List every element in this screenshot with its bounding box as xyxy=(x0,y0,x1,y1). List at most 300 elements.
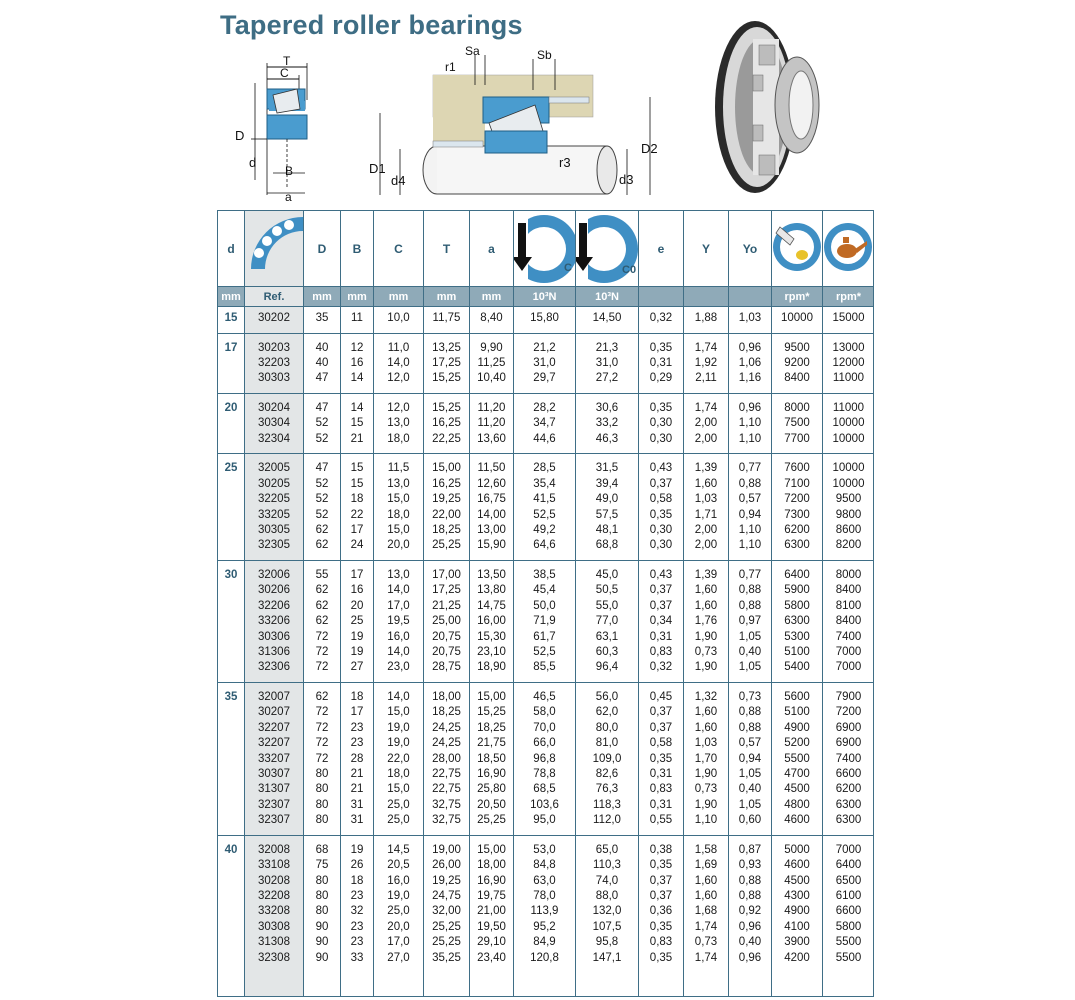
table-cell: 1,60 xyxy=(694,584,718,597)
table-cell: 72 xyxy=(315,630,329,643)
table-cell: 15000 xyxy=(832,312,865,324)
table-cell: 12000 xyxy=(832,357,865,369)
table-cell: 23,40 xyxy=(477,951,506,964)
oil-lubrication-icon xyxy=(823,213,874,284)
table-cell: 61,7 xyxy=(533,630,556,643)
label-r3: r3 xyxy=(559,155,571,170)
table-cell: 62 xyxy=(315,524,329,536)
table-cell: 1,05 xyxy=(738,798,762,811)
group-separator xyxy=(218,393,873,394)
table-cell: 13,60 xyxy=(477,432,506,445)
table-cell: 6300 xyxy=(835,798,862,811)
table-cell: 13,80 xyxy=(477,584,506,597)
table-cell: 32 xyxy=(350,905,364,918)
table-cell: 14,50 xyxy=(592,312,622,324)
table-cell: 32006 xyxy=(258,569,290,581)
table-cell: 18,00 xyxy=(477,859,506,872)
table-cell: 80 xyxy=(315,905,329,918)
table-cell: 68 xyxy=(315,843,329,856)
table-cell: 32203 xyxy=(258,357,290,369)
table-cell: 33205 xyxy=(258,508,290,521)
table-cell: 8200 xyxy=(835,539,862,552)
table-cell: 19,0 xyxy=(387,890,410,902)
table-cell: 25,25 xyxy=(432,936,461,949)
table-cell: 14 xyxy=(350,402,364,414)
table-cell: 52,5 xyxy=(533,508,556,521)
table-cell: 7700 xyxy=(784,432,810,445)
table-cell: 25,25 xyxy=(432,920,461,933)
table-cell: 52 xyxy=(315,432,329,445)
table-cell: 25,25 xyxy=(477,814,506,827)
table-cell: 0,57 xyxy=(738,493,762,506)
table-cell: 30204 xyxy=(258,402,290,414)
table-cell: 12,0 xyxy=(387,402,410,414)
table-cell: 0,96 xyxy=(738,920,762,933)
table-cell: 0,37 xyxy=(649,706,673,719)
table-cell: 0,88 xyxy=(738,477,762,490)
header-T: T xyxy=(442,241,451,256)
table-cell: 13,50 xyxy=(477,569,506,581)
label-D1: D1 xyxy=(369,161,386,176)
table-cell: 2,00 xyxy=(694,539,718,552)
table-cell: 8400 xyxy=(835,615,862,628)
table-cell: 13,0 xyxy=(387,569,410,581)
table-cell: 0,30 xyxy=(649,539,673,552)
table-cell: 14,5 xyxy=(387,843,410,856)
table-cell: 15 xyxy=(350,477,364,490)
table-cell: 20,5 xyxy=(387,859,410,872)
table-cell: 2,11 xyxy=(695,372,717,385)
table-cell: 18,90 xyxy=(477,661,506,674)
table-cell: 52,5 xyxy=(533,646,556,658)
table-cell: 8600 xyxy=(835,524,862,536)
table-cell: 72 xyxy=(315,646,329,658)
table-cell: 40 xyxy=(315,357,329,369)
table-cell: 11,75 xyxy=(432,312,461,324)
table-cell: 1,39 xyxy=(694,569,718,581)
table-cell: 8000 xyxy=(784,402,810,414)
table-cell: 22,0 xyxy=(387,752,410,765)
table-cell: 1,74 xyxy=(694,951,718,964)
table-cell: 17 xyxy=(350,524,364,536)
table-cell: 0,97 xyxy=(738,615,762,628)
table-cell: 52 xyxy=(315,477,329,490)
table-cell: 33207 xyxy=(258,752,290,765)
table-cell: 23 xyxy=(350,721,364,734)
table-cell: 32208 xyxy=(258,890,290,902)
table-cell: 21 xyxy=(350,432,364,445)
table-cell: 17,25 xyxy=(432,357,461,369)
table-cell: 62 xyxy=(315,691,329,703)
table-cell: 15,80 xyxy=(530,312,559,324)
table-cell: 14,0 xyxy=(387,584,410,597)
table-cell: 75 xyxy=(315,859,329,872)
table-cell: 80 xyxy=(315,798,329,811)
table-cell: 0,37 xyxy=(649,721,673,734)
table-cell: 10000 xyxy=(832,417,865,430)
table-cell: 30206 xyxy=(258,584,290,597)
table-cell: 0,83 xyxy=(649,646,673,658)
table-cell: 41,5 xyxy=(533,493,556,506)
table-cell: 18 xyxy=(350,691,364,703)
table-cell: 0,96 xyxy=(738,402,762,414)
table-cell: 1,10 xyxy=(738,539,762,552)
table-cell: 90 xyxy=(315,951,329,964)
table-cell: 6600 xyxy=(835,905,862,918)
table-cell: 0,77 xyxy=(738,462,762,475)
table-cell: 23 xyxy=(350,936,364,949)
table-cell: 147,1 xyxy=(592,951,622,964)
c0-icon-label: C0 xyxy=(622,264,637,276)
unit-D: mm xyxy=(312,290,332,303)
table-cell: 17 xyxy=(350,706,364,719)
group-separator xyxy=(218,835,873,836)
table-cell: 0,35 xyxy=(649,859,673,872)
table-cell: 1,06 xyxy=(738,357,762,369)
table-cell: 30306 xyxy=(258,630,290,643)
table-cell: 16,0 xyxy=(387,630,410,643)
table-cell: 31 xyxy=(350,798,364,811)
table-cell: 1,32 xyxy=(694,691,718,703)
table-cell: 21,75 xyxy=(477,737,506,750)
unit-c0: 10³N xyxy=(595,290,619,303)
table-cell: 29,10 xyxy=(477,936,506,949)
label-T: T xyxy=(283,55,291,68)
table-cell: 57,5 xyxy=(595,508,619,521)
table-cell: 81,0 xyxy=(595,737,619,750)
table-cell: 10,0 xyxy=(387,312,410,324)
table-cell: 11,5 xyxy=(387,462,410,475)
table-cell: 25,80 xyxy=(477,783,506,796)
group-separator xyxy=(218,560,873,561)
table-cell: 19,75 xyxy=(477,890,506,902)
unit-T: mm xyxy=(436,290,457,303)
table-cell: 96,8 xyxy=(533,752,556,765)
table-cell: 52 xyxy=(315,417,329,430)
table-cell: 0,94 xyxy=(738,508,762,521)
table-cell: 1,03 xyxy=(738,312,762,324)
table-cell: 1,88 xyxy=(694,312,718,324)
table-cell: 72 xyxy=(315,752,329,765)
table-cell: 1,16 xyxy=(738,372,762,385)
table-cell: 14,00 xyxy=(477,508,506,521)
table-cell: 6400 xyxy=(835,859,862,872)
table-cell: 27 xyxy=(350,661,364,674)
table-cell: 80,0 xyxy=(595,721,619,734)
unit-c: 10³N xyxy=(532,290,557,303)
table-cell: 9500 xyxy=(784,341,810,354)
table-cell: 32308 xyxy=(258,951,290,964)
table-cell: 0,73 xyxy=(738,691,762,703)
table-cell: 5800 xyxy=(835,920,862,933)
table-cell: 30,6 xyxy=(595,402,619,414)
header-B: B xyxy=(352,241,362,256)
table-cell: 0,31 xyxy=(649,630,673,643)
table-cell: 1,76 xyxy=(694,615,718,628)
table-cell: 11000 xyxy=(832,402,865,414)
table-cell: 5600 xyxy=(784,691,810,703)
table-cell: 49,0 xyxy=(595,493,619,506)
table-cell: 10000 xyxy=(832,477,865,490)
table-cell: 32305 xyxy=(258,539,290,552)
table-cell: 0,38 xyxy=(649,843,673,856)
units-row xyxy=(218,286,873,307)
table-cell: 107,5 xyxy=(592,920,622,933)
table-cell: 6300 xyxy=(784,539,810,552)
table-cell: 6400 xyxy=(784,569,810,581)
table-cell: 14,0 xyxy=(387,691,410,703)
c-icon-label: C xyxy=(564,262,572,274)
table-cell: 21,3 xyxy=(595,341,619,354)
table-cell: 0,32 xyxy=(649,312,673,324)
table-cell: 19,50 xyxy=(477,920,506,933)
table-cell: 0,40 xyxy=(738,646,762,658)
table-cell: 22,25 xyxy=(432,432,461,445)
table-cell: 13000 xyxy=(832,341,865,354)
table-cell: 12,60 xyxy=(477,477,506,490)
label-a: a xyxy=(285,190,292,204)
table-cell: 0,35 xyxy=(649,920,673,933)
table-cell: 1,70 xyxy=(694,752,718,765)
table-cell: 15 xyxy=(350,462,364,475)
table-cell: 10000 xyxy=(832,432,865,445)
table-cell: 1,10 xyxy=(738,524,762,536)
table-cell: 80 xyxy=(315,768,329,780)
table-cell: 112,0 xyxy=(593,814,621,827)
group-separator xyxy=(218,333,873,334)
table-cell: 16,75 xyxy=(477,493,506,506)
table-cell: 65,0 xyxy=(595,843,619,856)
table-cell: 80 xyxy=(315,874,329,887)
table-cell: 80 xyxy=(315,783,329,796)
bore-diameter-cell: 30 xyxy=(224,569,238,581)
table-cell: 1,60 xyxy=(694,890,718,902)
table-cell: 15,0 xyxy=(387,706,410,719)
table-cell: 16 xyxy=(350,357,364,369)
table-cell: 38,5 xyxy=(533,569,556,581)
table-cell: 0,94 xyxy=(738,752,762,765)
table-cell: 16,90 xyxy=(477,874,506,887)
table-cell: 0,40 xyxy=(738,783,762,796)
table-cell: 55,0 xyxy=(595,599,619,612)
table-cell: 96,4 xyxy=(595,661,619,674)
table-cell: 4200 xyxy=(784,951,810,964)
table-cell: 1,03 xyxy=(694,737,718,750)
table-cell: 0,31 xyxy=(649,768,673,780)
table-cell: 32307 xyxy=(258,814,290,827)
table-cell: 35,4 xyxy=(533,477,556,490)
table-cell: 28,00 xyxy=(432,752,461,765)
table-cell: 31,0 xyxy=(595,357,619,369)
label-B: B xyxy=(285,164,294,178)
table-cell: 58,0 xyxy=(533,706,556,719)
table-cell: 1,74 xyxy=(694,402,718,414)
table-cell: 6900 xyxy=(835,737,862,750)
table-cell: 0,31 xyxy=(649,357,673,369)
table-cell: 103,6 xyxy=(530,798,559,811)
table-cell: 44,6 xyxy=(533,432,556,445)
table-cell: 1,60 xyxy=(694,721,718,734)
grease-lubrication-icon xyxy=(772,213,822,284)
table-cell: 14,75 xyxy=(477,599,506,612)
table-cell: 32205 xyxy=(258,493,290,506)
table-cell: 5500 xyxy=(835,951,862,964)
table-cell: 25 xyxy=(350,615,364,628)
table-cell: 1,90 xyxy=(694,661,718,674)
table-cell: 55 xyxy=(315,569,329,581)
table-cell: 0,37 xyxy=(649,874,673,887)
label-D2: D2 xyxy=(641,141,658,156)
table-cell: 11,20 xyxy=(477,417,506,430)
table-cell: 12 xyxy=(350,341,364,354)
table-cell: 0,92 xyxy=(738,905,762,918)
table-cell: 5100 xyxy=(784,706,810,719)
table-cell: 1,74 xyxy=(694,920,718,933)
label-d: d xyxy=(249,155,257,170)
table-cell: 16,25 xyxy=(432,477,461,490)
table-cell: 24 xyxy=(350,539,364,552)
table-cell: 77,0 xyxy=(595,615,619,628)
table-cell: 5900 xyxy=(784,584,810,597)
table-cell: 64,6 xyxy=(533,539,556,552)
table-cell: 46,5 xyxy=(533,691,556,703)
table-cell: 18,0 xyxy=(387,768,410,780)
table-cell: 6200 xyxy=(784,524,810,536)
table-cell: 20,75 xyxy=(432,646,461,658)
table-cell: 1,69 xyxy=(694,859,718,872)
table-cell: 52 xyxy=(315,493,329,506)
table-cell: 4700 xyxy=(784,768,810,780)
table-cell: 68,8 xyxy=(595,539,619,552)
page-title: Tapered roller bearings xyxy=(220,10,523,40)
table-cell: 85,5 xyxy=(533,661,556,674)
table-cell: 22,75 xyxy=(432,768,461,780)
table-cell: 0,60 xyxy=(738,814,762,827)
table-cell: 0,35 xyxy=(649,508,673,521)
table-cell: 76,3 xyxy=(595,783,619,796)
table-cell: 4600 xyxy=(784,859,810,872)
table-cell: 72 xyxy=(315,661,329,674)
table-cell: 0,31 xyxy=(649,798,673,811)
table-cell: 33 xyxy=(350,951,364,964)
table-cell: 14,0 xyxy=(387,357,410,369)
bearing-dimension-diagram xyxy=(225,55,335,205)
table-cell: 1,10 xyxy=(738,432,762,445)
table-cell: 39,4 xyxy=(595,477,619,490)
table-cell: 72 xyxy=(315,706,329,719)
table-cell: 7000 xyxy=(835,843,862,856)
label-C: C xyxy=(280,66,289,80)
table-cell: 27,2 xyxy=(595,372,619,385)
table-cell: 0,35 xyxy=(649,951,673,964)
table-cell: 15,25 xyxy=(432,372,461,385)
unit-grease: rpm* xyxy=(784,290,810,303)
table-cell: 0,58 xyxy=(649,493,673,506)
table-cell: 31306 xyxy=(258,646,290,658)
table-cell: 19,0 xyxy=(387,721,410,734)
table-cell: 8400 xyxy=(835,584,862,597)
group-separator xyxy=(218,453,873,454)
table-cell: 0,88 xyxy=(738,890,762,902)
header-e: e xyxy=(657,241,665,256)
table-cell: 1,68 xyxy=(694,905,718,918)
table-cell: 18,25 xyxy=(477,721,506,734)
table-cell: 1,90 xyxy=(694,768,718,780)
table-cell: 7400 xyxy=(835,630,862,643)
table-cell: 7500 xyxy=(784,417,810,430)
bearing-table xyxy=(217,210,874,997)
table-cell: 50,0 xyxy=(533,599,556,612)
table-cell: 5400 xyxy=(784,661,810,674)
table-cell: 30208 xyxy=(258,874,290,887)
table-cell: 25,00 xyxy=(432,615,461,628)
label-d3: d3 xyxy=(619,172,634,187)
table-cell: 19 xyxy=(350,843,364,856)
table-cell: 17,0 xyxy=(387,936,410,949)
table-cell: 80 xyxy=(315,814,329,827)
unit-C: mm xyxy=(388,290,409,303)
table-cell: 31 xyxy=(350,814,364,827)
table-cell: 9200 xyxy=(784,357,810,369)
table-cell: 15 xyxy=(350,417,364,430)
unit-d: mm xyxy=(221,290,241,303)
table-cell: 31308 xyxy=(258,936,290,949)
table-cell: 30303 xyxy=(258,372,290,385)
table-cell: 19,00 xyxy=(432,843,461,856)
table-cell: 113,9 xyxy=(530,905,559,918)
unit-oil: rpm* xyxy=(835,290,862,303)
unit-ref: Ref. xyxy=(245,287,303,306)
table-cell: 5500 xyxy=(784,752,810,765)
table-cell: 4500 xyxy=(784,783,810,796)
table-cell: 32307 xyxy=(258,798,290,811)
table-cell: 27,0 xyxy=(387,951,410,964)
table-cell: 4800 xyxy=(784,798,810,811)
table-cell: 1,03 xyxy=(694,493,718,506)
table-cell: 25,25 xyxy=(432,539,461,552)
table-cell: 11,50 xyxy=(477,462,506,475)
table-cell: 26 xyxy=(350,859,364,872)
table-cell: 1,05 xyxy=(738,661,762,674)
table-cell: 31307 xyxy=(258,783,290,796)
table-cell: 18,50 xyxy=(477,752,506,765)
table-cell: 15,0 xyxy=(387,524,410,536)
table-cell: 10000 xyxy=(832,462,865,475)
table-cell: 66,0 xyxy=(533,737,556,750)
table-cell: 8,40 xyxy=(480,312,503,324)
table-cell: 28,75 xyxy=(432,661,461,674)
table-cell: 84,9 xyxy=(533,936,556,949)
table-cell: 4100 xyxy=(784,920,810,933)
table-cell: 0,36 xyxy=(649,905,673,918)
table-cell: 6600 xyxy=(835,768,862,780)
table-cell: 34,7 xyxy=(533,417,556,430)
bore-diameter-cell: 17 xyxy=(224,341,238,354)
table-cell: 0,37 xyxy=(649,584,673,597)
label-Sb: Sb xyxy=(537,48,552,62)
table-cell: 13,25 xyxy=(432,341,461,354)
table-cell: 21,2 xyxy=(533,341,556,354)
bore-diameter-cell: 15 xyxy=(224,312,238,324)
table-cell: 7300 xyxy=(784,508,810,521)
table-cell: 0,73 xyxy=(694,646,718,658)
table-cell: 5300 xyxy=(784,630,810,643)
table-cell: 0,32 xyxy=(649,661,673,674)
table-cell: 1,90 xyxy=(694,798,718,811)
table-cell: 21 xyxy=(350,768,364,780)
table-cell: 32005 xyxy=(258,462,290,475)
table-cell: 32,75 xyxy=(432,798,461,811)
